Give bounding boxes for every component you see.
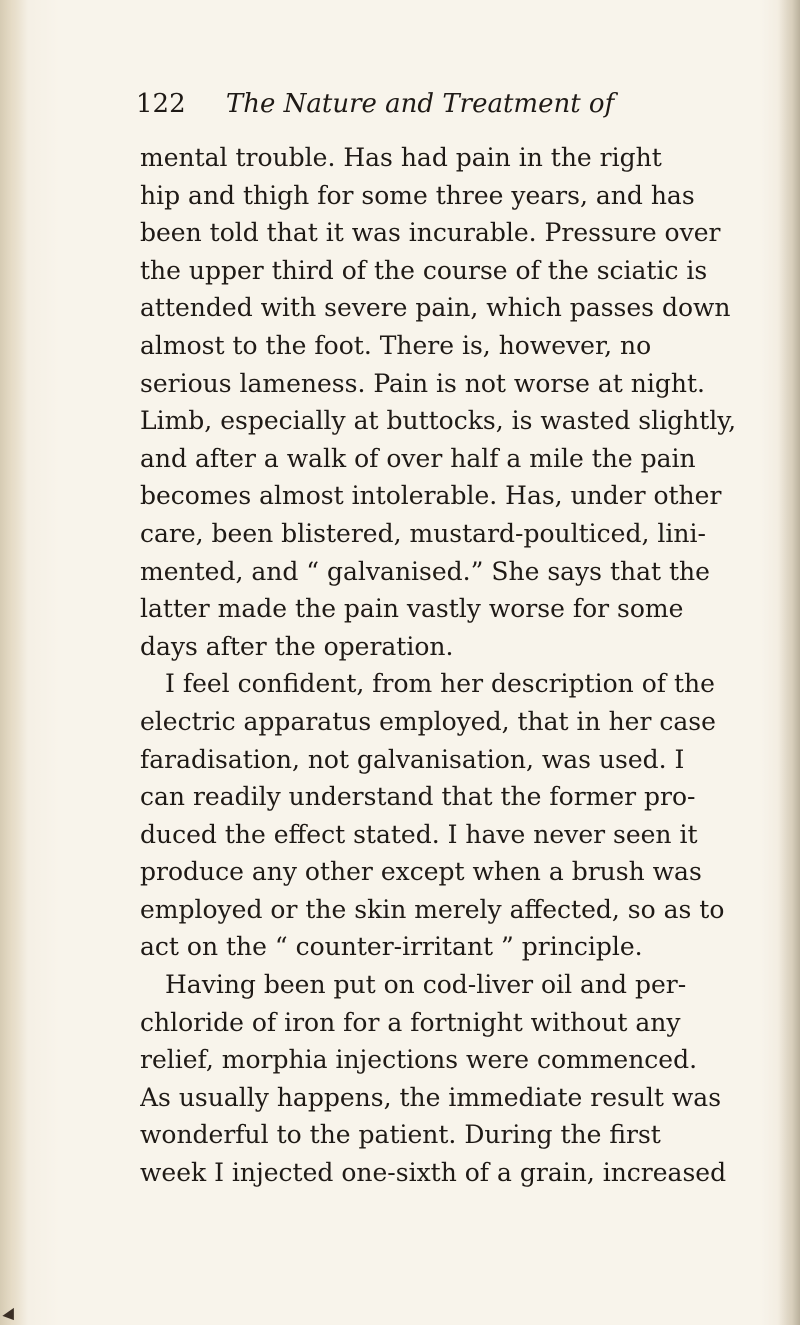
text-line: act on the “ counter-irritant ” principle. [140,932,643,962]
text-line: can readily understand that the former pro- [140,782,696,812]
text-line: produce any other except when a brush was [140,857,702,887]
text-line: Limb, especially at buttocks, is wasted slightly, [140,406,737,436]
page-edge [778,0,800,1325]
paragraph-start-line: Having been put on cod-liver oil and per- [165,970,687,1000]
text-line: hip and thigh for some three years, and has [140,180,695,210]
text-line: serious lameness. Pain is not worse at night. [140,368,705,398]
body-text [140,139,780,1192]
running-title: The Nature and Treatment of [225,89,615,119]
running-header [136,84,736,124]
text-line: care, been blistered, mustard-poulticed, lini- [140,518,706,548]
text-line: latter made the pain vastly worse for some [140,594,684,624]
text-line: electric apparatus employed, that in her case [140,706,716,736]
text-line: faradisation, not galvanisation, was used. I [140,744,685,774]
text-line: relief, morphia injections were commenced. [140,1045,698,1075]
text-line: almost to the foot. There is, however, no [140,330,652,360]
binding-gutter [0,0,28,1325]
text-line: and after a walk of over half a mile the pain [140,443,696,473]
text-line: becomes almost intolerable. Has, under other [140,481,722,511]
text-line: chloride of iron for a fortnight without any [140,1007,681,1037]
text-line: employed or the skin merely affected, so as to [140,894,725,924]
text-line: mental trouble. Has had pain in the right [140,143,662,172]
text-line: mented, and “ galvanised.” She says that the [140,556,710,586]
text-line: week I injected one-sixth of a grain, increased [140,1158,727,1188]
text-line: the upper third of the course of the sciatic is [140,255,708,285]
text-line: wonderful to the patient. During the first [140,1120,661,1150]
text-line: As usually happens, the immediate result was [140,1082,722,1112]
text-line: attended with severe pain, which passes down [140,293,731,323]
text-line: days after the operation. [140,631,454,661]
text-line: been told that it was incurable. Pressure over [140,218,721,248]
page-number: 122 [136,89,186,119]
paragraph-start-line: I feel confident, from her description of the [165,669,715,699]
text-line: duced the effect stated. I have never seen it [140,819,698,849]
